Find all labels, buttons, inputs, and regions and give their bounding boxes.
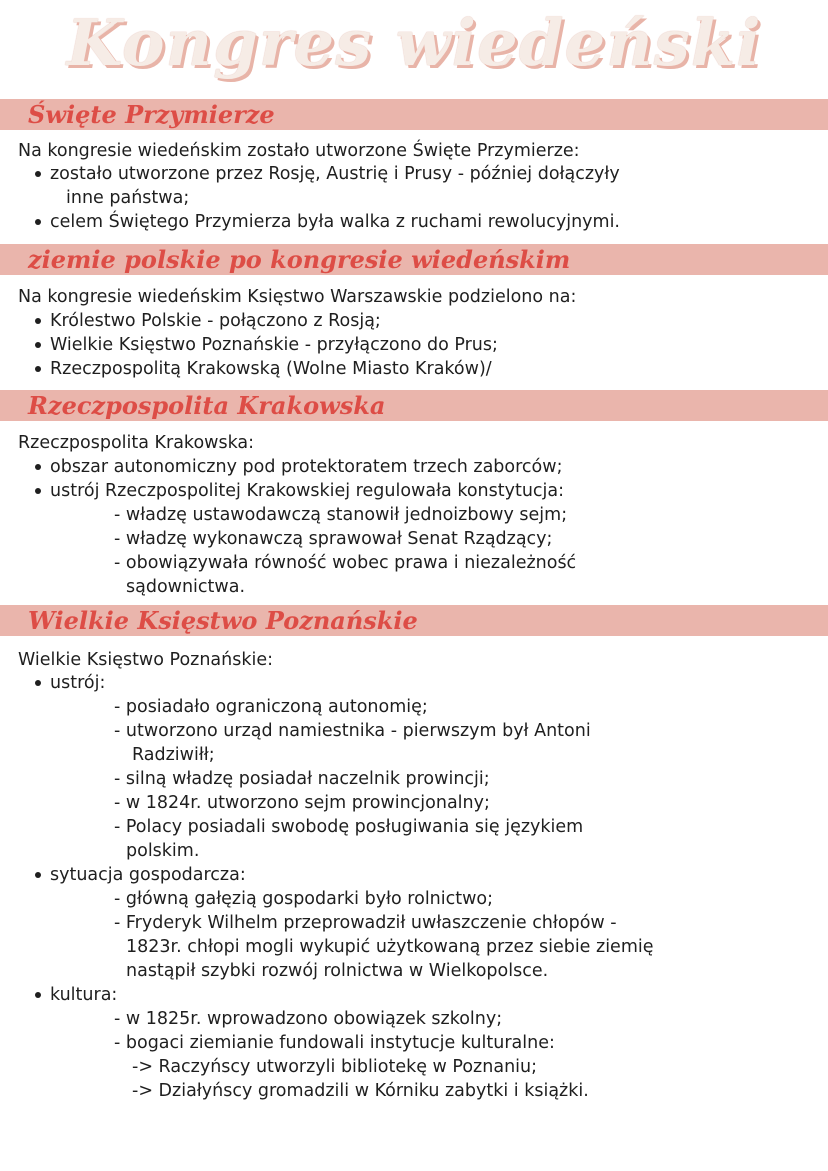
section-heading: Święte Przymierze xyxy=(28,100,275,129)
bullet-dot xyxy=(35,342,41,348)
list-item: zostało utworzone przez Rosję, Austrię i Prusy - później dołączyły xyxy=(50,164,620,184)
section-header-wielkie-ksiestwo-poznanskie xyxy=(0,605,828,636)
dash-item: - władzę wykonawczą sprawował Senat Rządzący; xyxy=(114,529,553,549)
dash-item-continuation: sądownictwa. xyxy=(126,577,246,597)
list-item: celem Świętego Przymierza była walka z ruchami rewolucyjnymi. xyxy=(50,212,620,232)
bullet-dot xyxy=(35,680,41,686)
bullet-dot xyxy=(35,366,41,372)
section-intro: Rzeczpospolita Krakowska: xyxy=(18,433,255,453)
list-item: ustrój Rzeczpospolitej Krakowskiej regulowała konstytucja: xyxy=(50,481,565,501)
bullet-dot xyxy=(35,992,41,998)
dash-item: - Fryderyk Wilhelm przeprowadził uwłaszczenie chłopów - xyxy=(114,913,617,933)
arrow-item: -> Działyńscy gromadzili w Kórniku zabytki i książki. xyxy=(132,1081,589,1101)
section-heading: Wielkie Księstwo Poznańskie xyxy=(28,606,418,635)
dash-item-continuation: nastąpił szybki rozwój rolnictwa w Wielkopolsce. xyxy=(126,961,549,981)
list-item: obszar autonomiczny pod protektoratem trzech zaborców; xyxy=(50,457,563,477)
list-item: Królestwo Polskie - połączono z Rosją; xyxy=(50,311,381,331)
bullet-dot xyxy=(35,488,41,494)
section-header-ziemie-polskie xyxy=(0,244,828,275)
section-heading: ziemie polskie po kongresie wiedeńskim xyxy=(28,245,571,274)
section-intro: Na kongresie wiedeńskim Księstwo Warszawskie podzielono na: xyxy=(18,287,577,307)
bullet-dot xyxy=(35,872,41,878)
dash-item: - bogaci ziemianie fundowali instytucje kulturalne: xyxy=(114,1033,555,1053)
bullet-dot xyxy=(35,219,41,225)
section-header-rzeczpospolita-krakowska xyxy=(0,390,828,421)
section-header-swiete-przymierze xyxy=(0,99,828,130)
group-label: sytuacja gospodarcza: xyxy=(50,865,246,885)
page-title: Kongres wiedeński xyxy=(66,6,762,81)
dash-item: - władzę ustawodawczą stanowił jednoizbowy sejm; xyxy=(114,505,568,525)
dash-item: - w 1825r. wprowadzono obowiązek szkolny; xyxy=(114,1009,503,1029)
dash-item: - główną gałęzią gospodarki było rolnictwo; xyxy=(114,889,494,909)
arrow-item: -> Raczyńscy utworzyli bibliotekę w Poznaniu; xyxy=(132,1057,538,1077)
dash-item: - posiadało ograniczoną autonomię; xyxy=(114,697,428,717)
dash-item: - silną władzę posiadał naczelnik prowincji; xyxy=(114,769,490,789)
list-item: Wielkie Księstwo Poznańskie - przyłączono do Prus; xyxy=(50,335,498,355)
group-label: ustrój: xyxy=(50,673,106,693)
dash-item: - obowiązywała równość wobec prawa i niezależność xyxy=(114,553,577,573)
dash-item: - utworzono urząd namiestnika - pierwszym był Antoni xyxy=(114,721,591,741)
bullet-dot xyxy=(35,464,41,470)
list-item: Rzeczpospolitą Krakowską (Wolne Miasto Kraków)/ xyxy=(50,359,492,379)
bullet-dot xyxy=(35,318,41,324)
dash-item: - Polacy posiadali swobodę posługiwania się językiem xyxy=(114,817,584,837)
dash-item-continuation: Radziwiłł; xyxy=(132,745,215,765)
dash-item-continuation: polskim. xyxy=(126,841,200,861)
section-heading: Rzeczpospolita Krakowska xyxy=(28,391,386,420)
list-item-continuation: inne państwa; xyxy=(66,188,190,208)
section-intro: Wielkie Księstwo Poznańskie: xyxy=(18,650,274,670)
dash-item: - w 1824r. utworzono sejm prowincjonalny; xyxy=(114,793,490,813)
dash-item-continuation: 1823r. chłopi mogli wykupić użytkowaną przez siebie ziemię xyxy=(126,937,654,957)
section-intro: Na kongresie wiedeńskim zostało utworzone Święte Przymierze: xyxy=(18,141,580,161)
group-label: kultura: xyxy=(50,985,118,1005)
bullet-dot xyxy=(35,171,41,177)
